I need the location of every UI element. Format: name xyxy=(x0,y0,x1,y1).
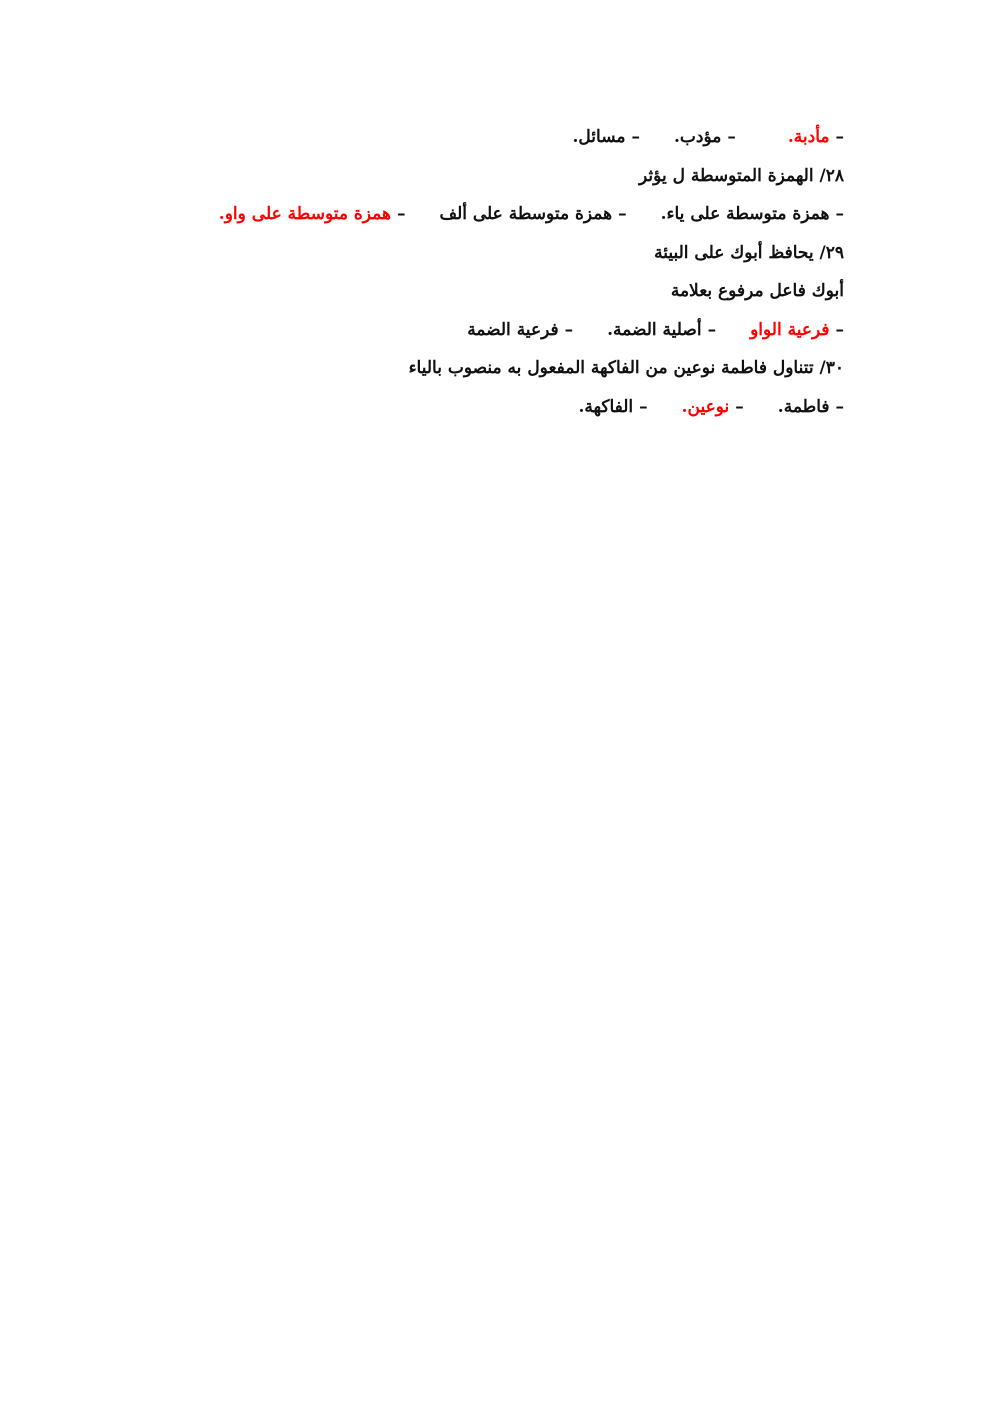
option-text: فاطمة. xyxy=(777,396,830,417)
option-dash: – xyxy=(835,204,844,224)
option xyxy=(750,315,844,345)
option-dash: – xyxy=(564,319,574,340)
option-dash: – xyxy=(735,396,744,417)
option-dash: – xyxy=(707,319,717,340)
options-row xyxy=(144,199,844,238)
option-dash: – xyxy=(618,204,627,224)
options-row xyxy=(144,122,844,161)
option xyxy=(674,122,736,152)
option-text: فرعية الضمة xyxy=(467,319,559,340)
option-text-correct: فرعية الواو xyxy=(750,319,830,340)
options-row xyxy=(144,315,844,354)
option-dash: – xyxy=(727,127,736,147)
question-separator: / xyxy=(819,165,826,186)
question-row xyxy=(144,238,844,277)
option-text-correct: نوعين. xyxy=(681,396,730,417)
options-row xyxy=(144,392,844,431)
option-text-correct: همزة متوسطة على واو. xyxy=(218,204,391,224)
statement-text: أبوك فاعل مرفوع بعلامة xyxy=(670,281,844,301)
question-number: ٢٨ xyxy=(825,165,844,186)
option xyxy=(607,315,716,345)
question-text: تتناول فاطمة نوعين من الفاكهة المفعول به منصوب بالياء xyxy=(408,358,814,378)
question-text: يحافظ أبوك على البيئة xyxy=(654,242,814,263)
option-text: همزة متوسطة على ألف xyxy=(439,204,613,224)
option xyxy=(467,315,573,345)
option-text: أصلية الضمة. xyxy=(607,319,702,340)
option xyxy=(578,392,647,422)
option-text: مسائل. xyxy=(572,127,626,147)
option xyxy=(573,122,640,152)
option-text: الفاكهة. xyxy=(578,396,634,417)
option xyxy=(219,199,406,229)
question-number: ٣٠ xyxy=(825,358,844,378)
option-text-correct: مأدبة. xyxy=(787,127,830,147)
question-text: الهمزة المتوسطة ل يؤثر xyxy=(639,165,814,186)
option xyxy=(439,199,626,229)
question-separator: / xyxy=(819,358,826,378)
option-dash: – xyxy=(639,396,648,417)
question-row xyxy=(144,353,844,392)
option-dash: – xyxy=(396,204,406,224)
question-number: ٢٩ xyxy=(825,242,844,263)
option-dash: – xyxy=(835,396,844,417)
option-dash: – xyxy=(835,319,844,340)
option xyxy=(682,392,744,422)
option xyxy=(778,392,844,422)
option xyxy=(788,122,844,152)
option-text: همزة متوسطة على ياء. xyxy=(660,204,830,224)
option xyxy=(661,199,844,229)
question-separator: / xyxy=(819,242,826,263)
statement-row xyxy=(144,276,844,315)
option-dash: – xyxy=(631,127,640,147)
option-text: مؤدب. xyxy=(673,127,722,147)
question-row xyxy=(144,161,844,200)
option-dash: – xyxy=(835,127,844,147)
quiz-content xyxy=(144,122,844,430)
